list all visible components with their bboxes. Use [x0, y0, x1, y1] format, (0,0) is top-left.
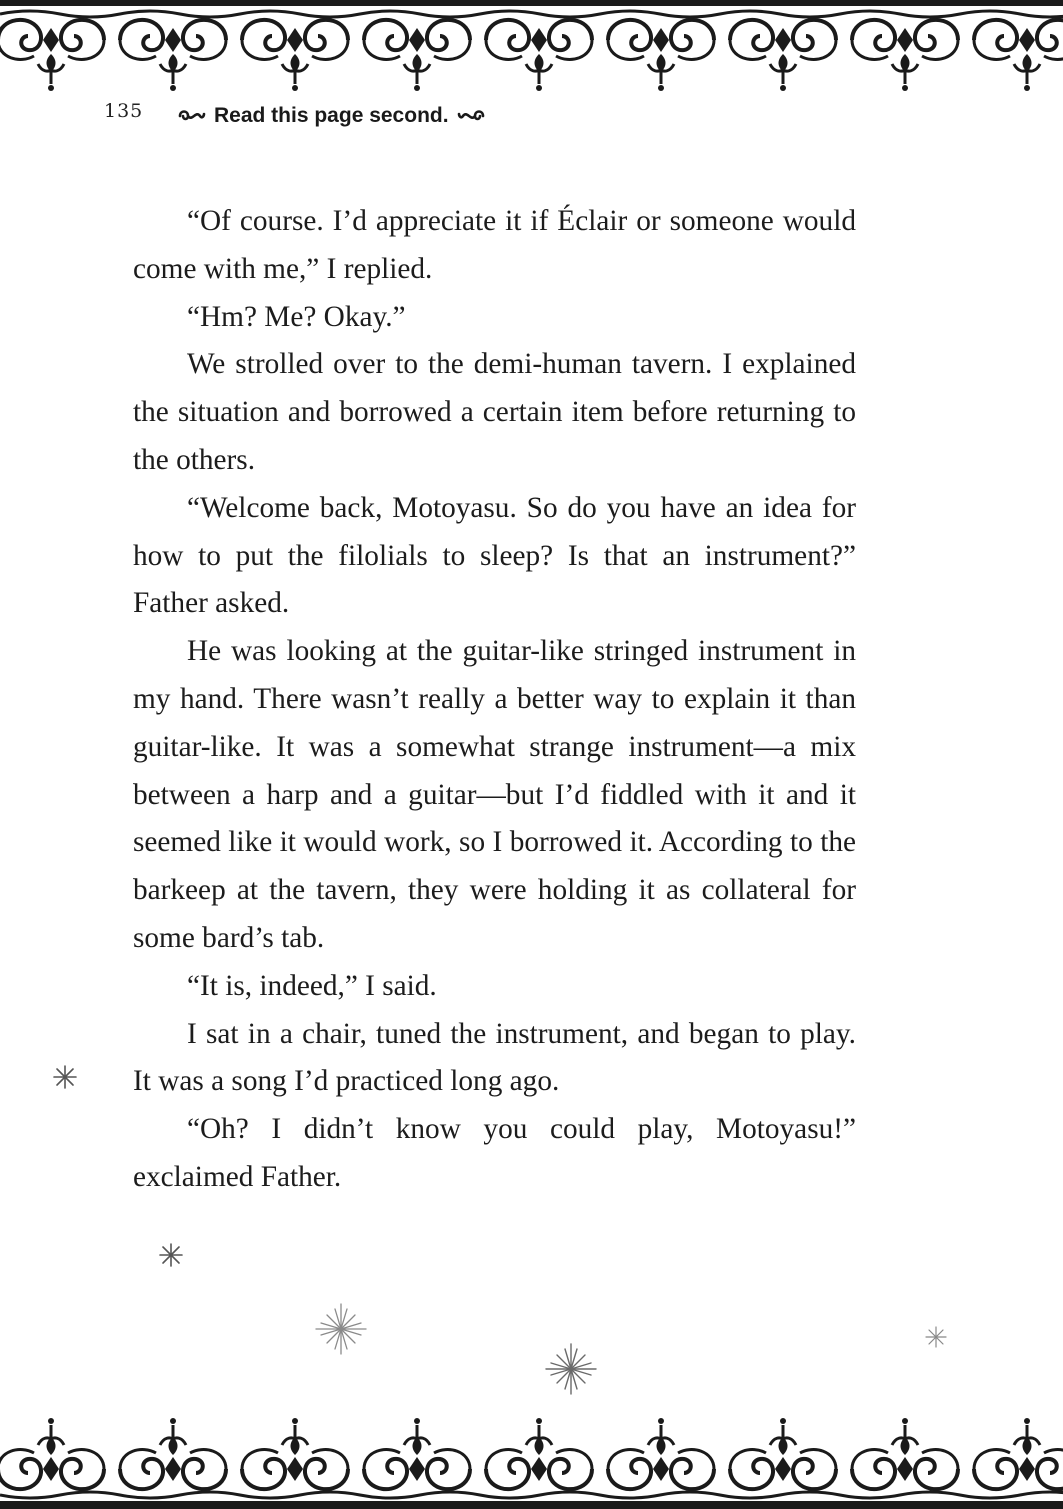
- body-text: [133, 198, 856, 1202]
- ornamental-border-top: [0, 0, 1063, 96]
- ornamental-border-bottom: [0, 1413, 1063, 1509]
- paragraph: We strolled over to the demi-human tavern. I explained the situation and borrowed a certain item before returning to the others.: [133, 348, 856, 476]
- paragraph: “Hm? Me? Okay.”: [187, 300, 406, 333]
- running-head: [178, 102, 485, 130]
- paragraph: “Of course. I’d appreciate it if Éclair or someone would come with me,” I replied.: [133, 205, 856, 285]
- page-number: 135: [104, 100, 144, 122]
- sparkle-icon: [158, 1242, 184, 1268]
- paragraph: “Oh? I didn’t know you could play, Motoyasu!” exclaimed Father.: [133, 1113, 856, 1193]
- sparkle-icon: [544, 1342, 598, 1396]
- paragraph: “Welcome back, Motoyasu. So do you have an idea for how to put the filolials to sleep? Is that an instrument?” Father asked.: [133, 491, 856, 620]
- sparkle-icon: [314, 1302, 368, 1356]
- sparkle-icon: [52, 1064, 78, 1090]
- paragraph: “It is, indeed,” I said.: [187, 969, 437, 1002]
- scroll-flourish-left-icon: [178, 108, 206, 124]
- paragraph: He was looking at the guitar-like stringed instrument in my hand. There wasn’t really a better way to explain it than guitar-like. It was a somewhat strange instrument—a mix between a harp and a guitar—but I’d fiddled with it and it seemed like it would work, so I borrowed it. According to the barkeep at the tavern, they were holding it as collateral for some bard’s tab.: [133, 635, 856, 954]
- running-head-text: Read this page second.: [214, 104, 449, 127]
- paragraph: I sat in a chair, tuned the instrument, and began to play. It was a song I’d practiced long ago.: [133, 1017, 856, 1098]
- scroll-flourish-right-icon: [457, 108, 485, 124]
- sparkle-icon: [924, 1325, 948, 1349]
